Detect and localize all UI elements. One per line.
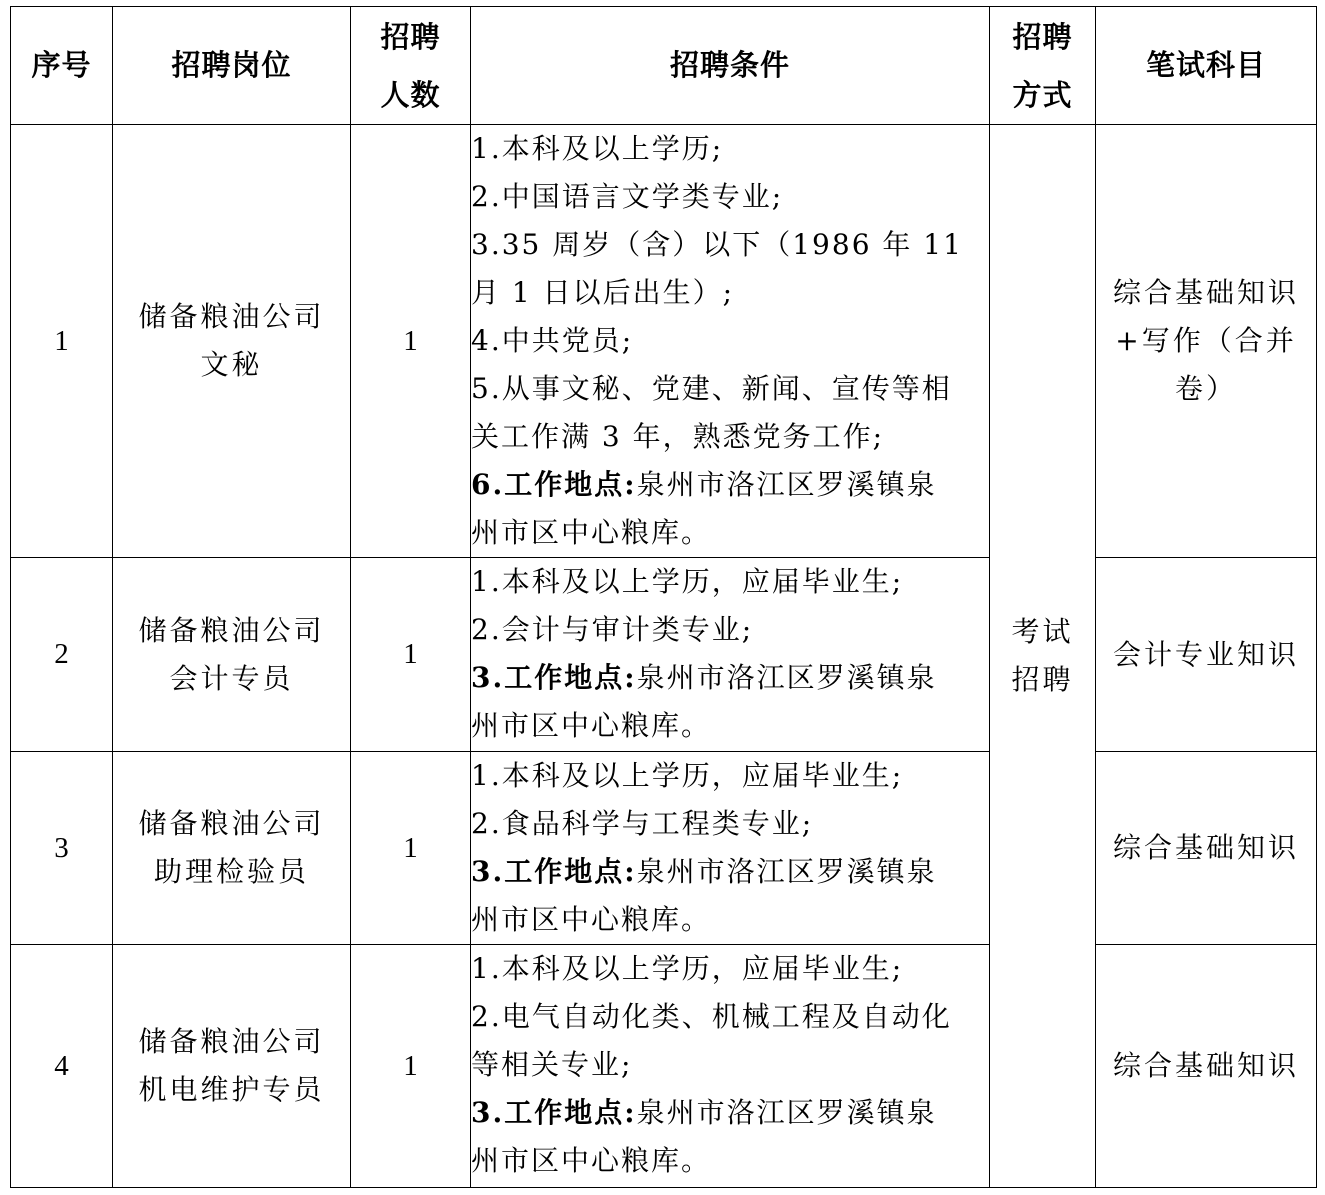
position-line: 文秘 (200, 348, 263, 381)
condition-label: 6.工作地点: (471, 468, 637, 501)
position-line: 储备粮油公司 (138, 807, 325, 840)
header-count (351, 7, 471, 125)
row-position (113, 752, 351, 945)
subject-line: 综合基础知识 (1112, 831, 1299, 864)
subject-line: 综合基础知识 (1112, 1049, 1299, 1082)
recruitment-table (10, 6, 1317, 1188)
row-conditions (471, 752, 990, 945)
header-conditions: 招聘条件 (471, 7, 990, 125)
row-seq: 4 (11, 945, 113, 1188)
row-seq: 3 (11, 752, 113, 945)
condition-text: 2.中国语言文学类专业; (471, 180, 784, 213)
condition-text: 2.食品科学与工程类专业; (471, 807, 814, 840)
condition-line (471, 1137, 989, 1185)
row-count: 1 (351, 945, 471, 1188)
table-body (11, 125, 1317, 1188)
condition-line (471, 558, 989, 606)
subject-line: 卷） (1174, 372, 1237, 405)
condition-line (471, 125, 989, 173)
row-seq: 2 (11, 558, 113, 752)
condition-text: 泉州市洛江区罗溪镇泉 (636, 661, 937, 694)
condition-line (471, 848, 989, 896)
condition-line (471, 702, 989, 750)
header-count-line-2: 人数 (380, 77, 441, 112)
table-row (11, 125, 1317, 558)
condition-text: 泉州市洛江区罗溪镇泉 (636, 855, 937, 888)
method-line: 考试 (1011, 615, 1074, 648)
row-count: 1 (351, 558, 471, 752)
header-seq: 序号 (11, 7, 113, 125)
position-line: 储备粮油公司 (138, 300, 325, 333)
condition-text: 1.本科及以上学历; (471, 132, 724, 165)
condition-text: 2.电气自动化类、机械工程及自动化 (471, 1000, 952, 1033)
row-subject (1096, 558, 1317, 752)
condition-text: 关工作满 3 年，熟悉党务工作; (471, 420, 885, 453)
position-line: 储备粮油公司 (138, 1025, 325, 1058)
condition-text: 5.从事文秘、党建、新闻、宣传等相 (471, 372, 952, 405)
position-line: 助理检验员 (153, 855, 309, 888)
subject-line: 会计专业知识 (1112, 637, 1299, 671)
condition-text: 州市区中心粮库。 (471, 1144, 712, 1177)
condition-text: 3.35 周岁（含）以下（1986 年 11 (471, 228, 963, 261)
header-row (11, 7, 1317, 125)
condition-text: 州市区中心粮库。 (471, 903, 712, 936)
row-position (113, 558, 351, 752)
row-seq: 1 (11, 125, 113, 558)
condition-line (471, 269, 989, 317)
row-conditions (471, 558, 990, 752)
row-conditions (471, 125, 990, 558)
header-method (990, 7, 1096, 125)
condition-line (471, 1041, 989, 1089)
subject-line: 综合基础知识 (1112, 276, 1299, 309)
table-row (11, 558, 1317, 752)
condition-text: 月 1 日以后出生）; (471, 276, 735, 309)
position-line: 机电维护专员 (138, 1073, 325, 1106)
header-count-line-1: 招聘 (380, 19, 441, 54)
condition-text: 州市区中心粮库。 (471, 709, 712, 742)
condition-line (471, 993, 989, 1041)
header-subject: 笔试科目 (1096, 7, 1317, 125)
row-subject (1096, 945, 1317, 1188)
condition-text: 州市区中心粮库。 (471, 516, 712, 549)
subject-line: +写作（合并 (1115, 324, 1297, 357)
condition-label: 3.工作地点: (471, 1096, 637, 1129)
condition-label: 3.工作地点: (471, 661, 637, 694)
condition-line (471, 654, 989, 702)
recruit-method (990, 125, 1096, 1188)
row-count: 1 (351, 125, 471, 558)
condition-text: 1.本科及以上学历，应届毕业生; (471, 952, 904, 985)
condition-line (471, 752, 989, 800)
condition-line (471, 413, 989, 461)
condition-line (471, 606, 989, 654)
condition-line (471, 221, 989, 269)
condition-line (471, 896, 989, 944)
row-position (113, 125, 351, 558)
condition-text: 1.本科及以上学历，应届毕业生; (471, 565, 904, 598)
position-line: 储备粮油公司 (138, 613, 325, 647)
row-subject (1096, 125, 1317, 558)
condition-text: 2.会计与审计类专业; (471, 613, 754, 646)
table-header (11, 7, 1317, 125)
condition-text: 1.本科及以上学历，应届毕业生; (471, 759, 904, 792)
table-row (11, 752, 1317, 945)
header-method-line-1: 招聘 (1012, 19, 1073, 54)
condition-text: 4.中共党员; (471, 324, 634, 357)
condition-text: 泉州市洛江区罗溪镇泉 (636, 1096, 937, 1129)
condition-line (471, 173, 989, 221)
row-count: 1 (351, 752, 471, 945)
condition-line (471, 1089, 989, 1137)
row-conditions (471, 945, 990, 1188)
condition-line (471, 800, 989, 848)
condition-line (471, 461, 989, 509)
condition-line (471, 365, 989, 413)
condition-text: 泉州市洛江区罗溪镇泉 (636, 468, 937, 501)
position-line: 会计专员 (169, 661, 294, 695)
condition-text: 等相关专业; (471, 1048, 633, 1081)
table-row (11, 945, 1317, 1188)
header-position: 招聘岗位 (113, 7, 351, 125)
method-line: 招聘 (1011, 663, 1074, 696)
condition-label: 3.工作地点: (471, 855, 637, 888)
row-subject (1096, 752, 1317, 945)
header-method-line-2: 方式 (1012, 77, 1073, 112)
condition-line (471, 509, 989, 557)
row-position (113, 945, 351, 1188)
condition-line (471, 945, 989, 993)
condition-line (471, 317, 989, 365)
